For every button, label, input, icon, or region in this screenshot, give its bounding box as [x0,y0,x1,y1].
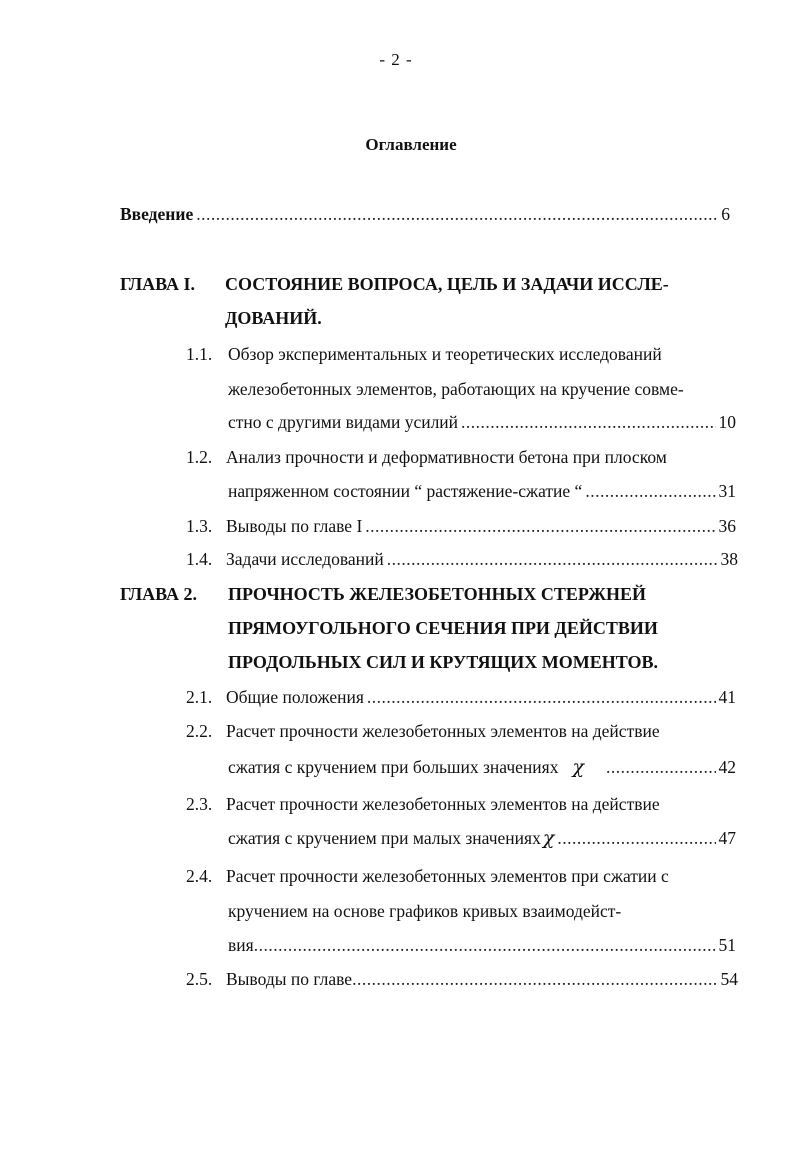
page-title: Оглавление [365,135,457,154]
toc-entry-text: Расчет прочности железобетонных элементов при сжатии с [226,866,669,886]
toc-entry-2-2[interactable] [186,719,746,743]
section-number: 2.3. [186,794,213,814]
toc-entry-1-3[interactable] [186,514,736,538]
section-number: 2.5. [186,969,213,989]
toc-entry-text: Выводы по главе I [226,516,363,536]
toc-entry-text: Расчет прочности железобетонных элементов на действие [226,794,660,814]
section-number: 2.2. [186,721,213,741]
toc-page-number: 47 [718,828,736,848]
toc-page-number: 54 [720,969,738,989]
toc-page-number: 42 [718,757,736,777]
page-number: - 2 - [379,50,413,69]
toc-entry-2-2-cont [228,755,736,779]
dot-leader [367,685,716,709]
section-number: 2.4. [186,866,213,886]
dot-leader [461,410,715,434]
toc-entry-2-1[interactable] [186,685,736,709]
toc-entry-2-4[interactable] [186,864,746,888]
dot-leader [387,547,718,571]
toc-entry-text: сжатия с кручением при больших значениях [228,757,559,777]
section-number: 2.1. [186,687,213,707]
toc-entry-text: сжатия с кручением при малых значениях [228,828,541,848]
toc-entry-1-1-cont [228,377,748,401]
chapter-title-line: ПРЯМОУГОЛЬНОГО СЕЧЕНИЯ ПРИ ДЕЙСТВИИ [228,618,658,638]
toc-entry-2-5[interactable] [186,967,738,991]
chapter-heading-2[interactable] [120,582,740,672]
toc-entry-intro[interactable] [120,202,730,226]
toc-entry-text: Общие положения [226,687,364,707]
chapter-title-line: ДОВАНИЙ. [225,308,322,328]
toc-entry-text: Обзор экспериментальных и теоретических исследований [228,344,662,364]
toc-page-number: 41 [718,687,736,707]
toc-entry-text: вия [228,935,254,955]
toc-entry-2-3[interactable] [186,792,746,816]
chi-symbol: χ [572,756,584,778]
toc-entry-text: напряженном состоянии “ растяжение-сжатие “ [228,481,583,501]
section-number: 1.4. [186,549,213,569]
toc-page-number: 36 [718,516,736,536]
toc-entry-2-4-cont [228,933,736,957]
dot-leader [585,479,715,503]
dot-leader [254,933,716,957]
section-number: 1.3. [186,516,213,536]
toc-page-number: 6 [721,204,730,224]
toc-entry-text: кручением на основе графиков кривых взаимодейст- [228,901,622,921]
dot-leader [606,755,716,779]
dot-leader [352,967,717,991]
chapter-title-line: СОСТОЯНИЕ ВОПРОСА, ЦЕЛЬ И ЗАДАЧИ ИССЛЕ- [225,274,669,294]
dot-leader [196,202,718,226]
dot-leader [365,514,715,538]
dot-leader [557,826,715,850]
toc-entry-text: Задачи исследований [226,549,384,569]
toc-page-number: 10 [718,412,736,432]
toc-entry-1-4[interactable] [186,547,738,571]
toc-entry-1-2[interactable] [186,445,746,469]
toc-entry-text: Анализ прочности и деформативности бетона при плоском [226,447,667,467]
toc-entry-text: Расчет прочности железобетонных элементов на действие [226,721,660,741]
toc-page-number: 38 [720,549,738,569]
chapter-label: ГЛАВА 2. [120,584,198,604]
toc-entry-2-3-cont [228,826,736,850]
section-number: 1.2. [186,447,213,467]
toc-entry-text: Выводы по главе [226,969,353,989]
toc-entry-1-1[interactable] [186,342,746,366]
toc-page-number: 31 [718,481,736,501]
chi-symbol: χ [542,827,555,849]
toc-entry-2-4-cont [228,899,748,923]
toc-entry-label: Введение [120,204,194,224]
chapter-heading-1[interactable] [120,272,720,332]
toc-entry-1-2-cont [228,479,736,503]
toc-entry-1-1-cont [228,410,736,434]
toc-entry-text: железобетонных элементов, работающих на кручение совме- [228,379,684,399]
toc-page-number: 51 [718,935,736,955]
toc-entry-text: стно с другими видами усилий [228,412,459,432]
chapter-title-line: ПРОЧНОСТЬ ЖЕЛЕЗОБЕТОННЫХ СТЕРЖНЕЙ [228,584,647,604]
chapter-title-line: ПРОДОЛЬНЫХ СИЛ И КРУТЯЩИХ МОМЕНТОВ. [228,652,659,672]
section-number: 1.1. [186,344,213,364]
chapter-label: ГЛАВА I. [120,274,196,294]
